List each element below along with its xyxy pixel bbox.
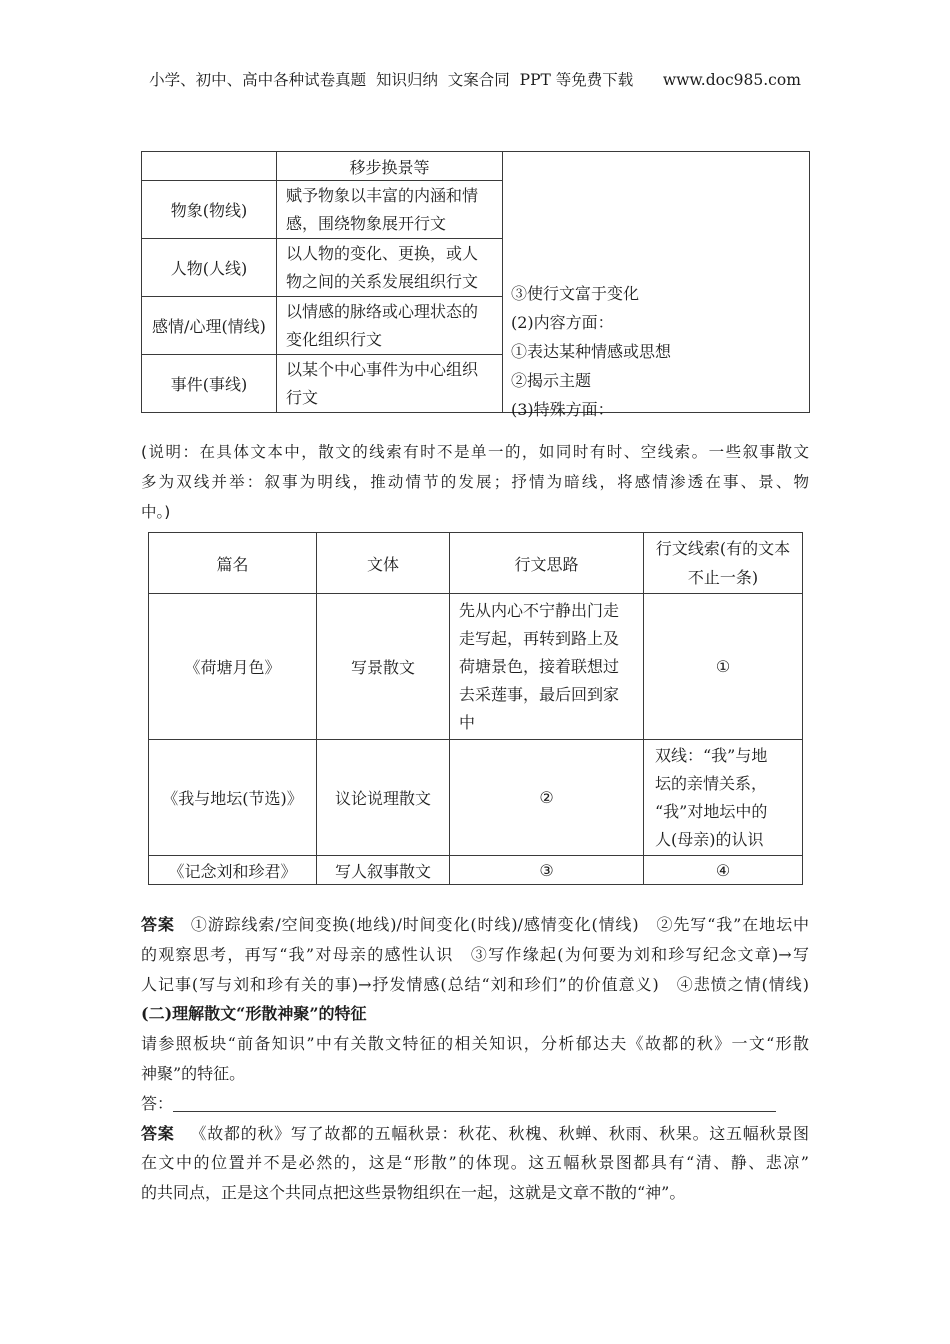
- function-line: ①表达某种情感或思想: [511, 342, 672, 361]
- essay-approach-cell: [450, 594, 644, 740]
- essay-clue-cell: [644, 856, 803, 885]
- answer-line: [141, 910, 809, 940]
- section-heading: (二)理解散文“形散神聚”的特征: [141, 1004, 367, 1024]
- approach-placeholder: ③: [539, 860, 554, 880]
- clue-desc-cell: [277, 355, 503, 413]
- header-clue-line: 行文线索(有的文本: [655, 539, 791, 558]
- clue-type-cell: [142, 152, 277, 181]
- clue-type-cell: 物象(物线): [142, 181, 277, 239]
- clue-placeholder: ④: [715, 860, 731, 880]
- clue-types-table: [141, 151, 810, 419]
- essay-title-cell: 《记念刘和珍君》: [149, 856, 317, 885]
- answer-prompt-line: [141, 1089, 809, 1119]
- essay-clue-cell: [644, 594, 803, 740]
- clue-desc-line: 以情感的脉络或心理状态的: [286, 301, 479, 321]
- clue-type-cell: 人物(人线): [142, 239, 277, 297]
- function-line: (2)内容方面：: [511, 313, 614, 332]
- clue-line: “我”对地坛中的: [655, 801, 768, 821]
- clue-desc-line: 感，围绕物象展开行文: [286, 213, 447, 233]
- function-line: ②揭示主题: [511, 371, 592, 390]
- question-line: 神聚”的特征。: [141, 1063, 246, 1083]
- function-line: (3)特殊方面：: [511, 400, 614, 419]
- answer-line: 人记事(写与刘和珍有关的事)→抒发情感(总结“刘和珍们”的价值意义) ④悲愤之情(情线): [141, 974, 809, 994]
- clue-desc-line: 以人物的变化、更换，或人: [286, 243, 479, 263]
- approach-line: 先从内心不宁静出门走: [459, 600, 620, 620]
- table-row: [142, 152, 810, 181]
- clue-desc-cell: [277, 239, 503, 297]
- essay-title-cell: 《荷塘月色》: [149, 594, 317, 740]
- table-header-row: [149, 533, 803, 594]
- clue-type-cell: 事件(事线): [142, 355, 277, 413]
- clue-desc-line: 变化组织行文: [286, 329, 383, 349]
- clue-desc-cell: [277, 297, 503, 355]
- clue-desc-cell: [277, 181, 503, 239]
- header-title: 篇名: [149, 533, 317, 594]
- approach-placeholder: ②: [539, 788, 554, 807]
- clue-desc-line: 赋予物象以丰富的内涵和情: [286, 185, 479, 205]
- approach-line: 荷塘景色，接着联想过: [459, 656, 620, 676]
- clue-desc-text: 移步换景等: [349, 157, 430, 177]
- essay-clue-cell: [644, 740, 803, 856]
- table-row: [149, 740, 803, 856]
- answer-line: 的观察思考，再写“我”对母亲的感性认识 ③写作缘起(为何要为刘和珍写纪念文章)→写: [141, 944, 809, 964]
- clue-desc-line: 行文: [286, 387, 319, 407]
- clue-desc-line: 以某个中心事件为中心组织: [286, 359, 479, 379]
- essay-title-cell: 《我与地坛(节选)》: [149, 740, 317, 856]
- table-row: [149, 856, 803, 885]
- essay-genre-cell: 写景散文: [317, 594, 450, 740]
- table-row: [149, 594, 803, 740]
- header-genre: 文体: [317, 533, 450, 594]
- function-line: ③使行文富于变化: [511, 284, 640, 303]
- clue-placeholder: ①: [715, 657, 731, 676]
- essay-genre-cell: 写人叙事散文: [317, 856, 450, 885]
- approach-line: 中: [459, 712, 476, 732]
- header-approach: 行文思路: [450, 533, 644, 594]
- page-header: 小学、初中、高中各种试卷真题 知识归纳 文案合同 PPT 等免费下载 www.doc985.com: [149, 71, 801, 89]
- essay-clue-table: [148, 532, 803, 885]
- approach-line: 去采莲事，最后回到家: [459, 684, 620, 704]
- answer-line: [141, 1119, 809, 1149]
- approach-line: 走写起，再转到路上及: [459, 628, 620, 648]
- answer-blank: [173, 1093, 776, 1112]
- note-line: 多为双线并举：叙事为明线，推动情节的发展；抒情为暗线，将感情渗透在事、景、物: [141, 473, 809, 491]
- clue-line: 人(母亲)的认识: [655, 829, 764, 849]
- essay-approach-cell: [450, 856, 644, 885]
- clue-type-cell: 感情/心理(情线): [142, 297, 277, 355]
- answer-label: 答案: [141, 1123, 175, 1143]
- note-line: (说明：在具体文本中，散文的线索有时不是单一的，如同时有时、空线索。一些叙事散文: [141, 443, 809, 461]
- clue-function-text: [511, 279, 671, 424]
- clue-desc-line: 物之间的关系发展组织行文: [286, 271, 479, 291]
- essay-approach-cell: [450, 740, 644, 856]
- answer-label: 答案: [141, 915, 175, 934]
- essay-genre-cell: 议论说理散文: [317, 740, 450, 856]
- header-clue-line: 不止一条): [687, 568, 759, 587]
- note-line: 中。): [141, 503, 171, 521]
- clue-line: 坛的亲情关系，: [655, 773, 768, 793]
- answer-text: ①游踪线索/空间变换(地线)/时间变化(时线)/感情变化(情线) ②先写“我”在地坛中: [190, 915, 809, 934]
- header-clue: [644, 533, 803, 594]
- answer-prompt: 答：: [141, 1093, 174, 1113]
- clue-function-cell: [503, 152, 810, 419]
- answer-line: 的共同点，正是这个共同点把这些景物组织在一起，这就是文章不散的“神”。: [141, 1183, 686, 1203]
- note-paragraph: [141, 437, 809, 527]
- question-line: 请参照板块“前备知识”中有关散文特征的相关知识，分析郁达夫《故都的秋》一文“形散: [141, 1034, 809, 1054]
- clue-desc-cell: [277, 152, 503, 181]
- answer-text: 《故都的秋》写了故都的五幅秋景：秋花、秋槐、秋蝉、秋雨、秋果。这五幅秋景图: [190, 1123, 809, 1143]
- answer-line: 在文中的位置并不是必然的，这是“形散”的体现。这五幅秋景图都具有“清、静、悲凉”: [141, 1153, 809, 1173]
- lower-content: [141, 910, 809, 1208]
- clue-line: 双线：“我”与地: [655, 745, 768, 765]
